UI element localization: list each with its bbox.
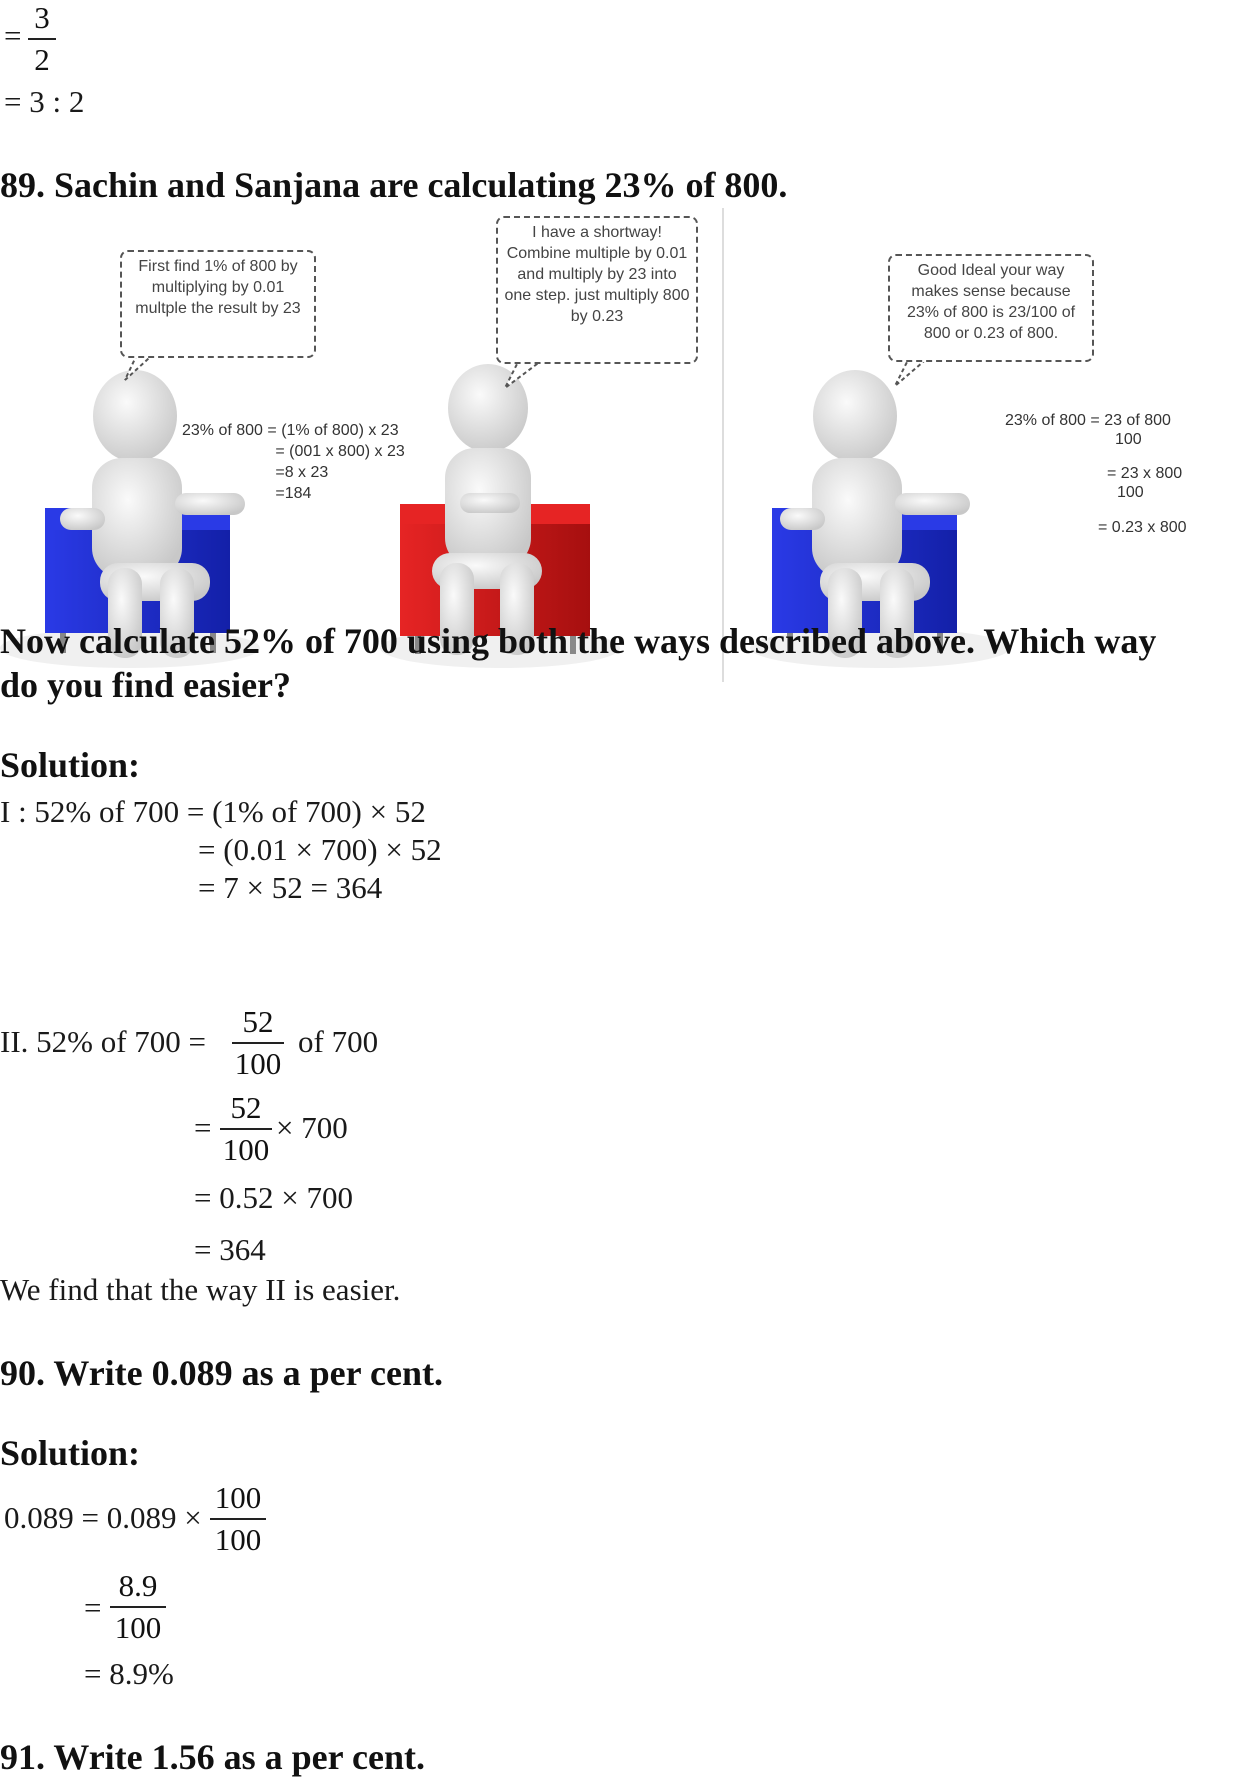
question-91-title: 91. Write 1.56 as a per cent. <box>0 1737 425 1777</box>
question-89-title: 89. Sachin and Sanjana are calculating 23% of 800. <box>0 165 788 205</box>
speech-bubble-3: Good Ideal your way makes sense because 23% of 800 is 23/100 of 800 or 0.23 of 800. <box>888 254 1094 362</box>
eq-sign: = <box>84 1590 102 1625</box>
fraction-100-100 <box>210 1480 266 1558</box>
calc-method-1: 23% of 800 = (1% of 800) x 23 = (001 x 800) x 23 =8 x 23 =184 <box>182 422 405 502</box>
numerator: 8.9 <box>118 1568 158 1603</box>
calc-method-3-den2: 100 <box>1117 484 1144 501</box>
eq-sign: = <box>4 18 22 53</box>
fraction-three-halves <box>28 0 56 78</box>
calc-method-3-line3: = 0.23 x 800 <box>1098 519 1187 536</box>
solution-89-step1: I : 52% of 700 = (1% of 700) × 52 <box>0 794 426 829</box>
numerator: 52 <box>230 1090 262 1125</box>
eq-sign: = <box>194 1110 212 1145</box>
solution-90-step1: 0.089 = 0.089 × <box>4 1500 202 1535</box>
denominator: 2 <box>34 42 50 77</box>
fraction-52-100-a <box>232 1004 284 1082</box>
question-90-title: 90. Write 0.089 as a per cent. <box>0 1353 443 1393</box>
denominator: 100 <box>214 1522 262 1557</box>
solution-89-step7: = 364 <box>194 1232 266 1267</box>
numerator: 52 <box>242 1004 274 1039</box>
speech-bubble-2: I have a shortway! Combine multiple by 0.01 and multiply by 23 into one step. just multiply 800 by 0.23 <box>496 216 698 364</box>
speech-bubble-1: First find 1% of 800 by multiplying by 0.01 multple the result by 23 <box>120 250 316 358</box>
numerator: 3 <box>34 0 50 35</box>
solution-label-90: Solution: <box>0 1433 141 1473</box>
solution-89-step2: = (0.01 × 700) × 52 <box>198 832 442 867</box>
question-89-prompt: Now calculate 52% of 700 using both the ways described above. Which way <box>0 621 1157 661</box>
calc-method-3-line2: = 23 x 800 <box>1107 465 1183 482</box>
illustration-panel <box>0 208 1248 682</box>
solution-89-conclusion: We find that the way II is easier. <box>0 1272 401 1307</box>
ratio-line: = 3 : 2 <box>4 84 85 119</box>
denominator: 100 <box>222 1132 270 1167</box>
solution-89-method2-label: II. 52% of 700 = <box>0 1024 207 1059</box>
solution-90-result: = 8.9% <box>84 1656 174 1691</box>
calc-method-3-den1: 100 <box>1115 431 1142 448</box>
solution-89-step3: = 7 × 52 = 364 <box>198 870 383 905</box>
numerator: 100 <box>214 1480 262 1515</box>
solution-89-times700: × 700 <box>276 1110 348 1145</box>
denominator: 100 <box>234 1046 282 1081</box>
question-89-prompt-line2: do you find easier? <box>0 665 292 705</box>
calc-method-3-line1: 23% of 800 = 23 of 800 <box>1005 412 1171 429</box>
solution-label-89: Solution: <box>0 745 141 785</box>
solution-89-of700: of 700 <box>298 1024 379 1059</box>
fraction-8-9-100 <box>110 1568 166 1646</box>
fraction-52-100-b <box>220 1090 272 1168</box>
solution-89-step6: = 0.52 × 700 <box>194 1180 353 1215</box>
denominator: 100 <box>114 1610 162 1645</box>
